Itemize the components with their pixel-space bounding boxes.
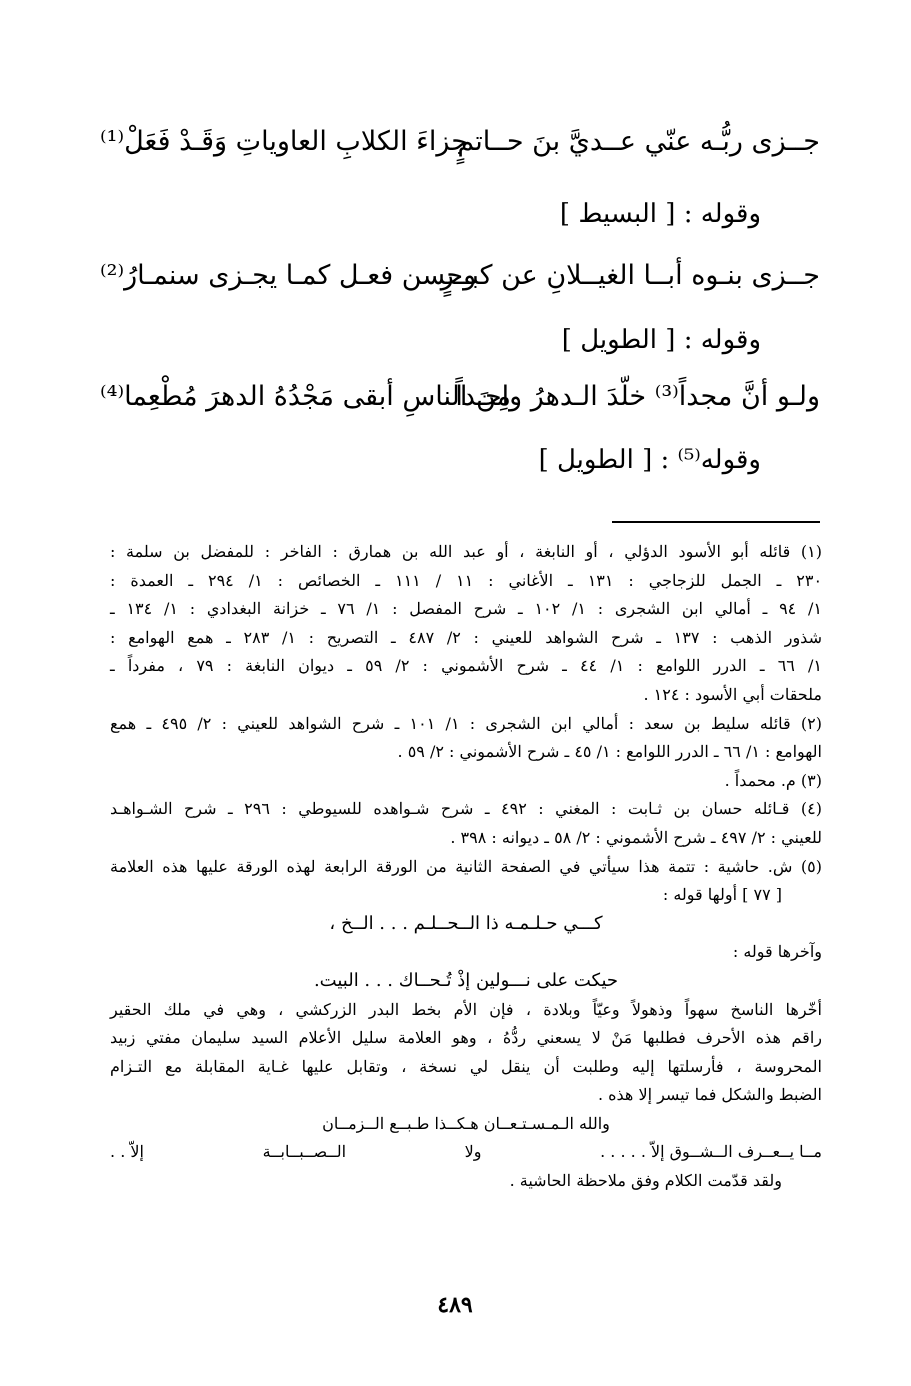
verse-2-first-hemistich: جــزى بنـوه أبــا الغيــلانِ عن كبــرٍ (440, 260, 820, 291)
page-number: ٤٨٩ (437, 1292, 473, 1318)
footnote-line: للعيني : ٢/ ٤٩٧ ـ شرح الأشموني : ٢/ ٥٨ ـ ديوانه : ٣٩٨ . (450, 827, 822, 847)
verse-2-second-hemistich: وحسن فعـل كمـا يجـزى سنمـارُ⁽²⁾ (100, 260, 477, 291)
closing-line: ولقد قدّمت الكلام وفق ملاحظة الحاشية . (509, 1171, 782, 1191)
verse-3-second-hemistich: مِنَ الناسِ أبقى مَجْدُهُ الدهرَ مُطْعِما⁽⁴⁾ (100, 381, 511, 412)
saying-line (110, 1138, 822, 1167)
colophon-line: أخّرها الناسخ سهواً وذهولاً وعيّاً وبلادة ، فإن الأم بخط البدر الزركشي ، وهي في ملك الحقير (110, 999, 822, 1019)
footnote-5 (110, 853, 822, 1196)
footnote-line: ملحقات أبي الأسود : ١٢٤ . (643, 684, 822, 704)
footnote-separator (612, 521, 820, 523)
footnote-4 (110, 795, 822, 852)
footnote-2 (110, 710, 822, 767)
footnote-line: [ ٧٧ ] أولها قوله : (662, 885, 782, 905)
meter-label-2: وقوله : [ الطويل ] (561, 325, 761, 355)
footnote-line: شذور الذهب : ١٣٧ ـ شرح الشواهد للعيني : ٢/ ٤٨٧ ـ التصريح : ١/ ٢٨٣ ـ همع الهوامع : (110, 627, 822, 647)
last-line-intro: وآخرها قوله : (732, 942, 822, 962)
saying-part: مــا يــعــرف الــشــوق إلاّ . . . . . (600, 1142, 822, 1162)
footnote-line: ١/ ٩٤ ـ أمالي ابن الشجرى : ١/ ١٠٢ ـ شرح المفصل : ١/ ٧٦ ـ خزانة البغدادي : ١/ ١٣٤ ـ (110, 599, 823, 619)
footnote-line: ١/ ٦٦ ـ الدرر اللوامع : ١/ ٤٤ ـ شرح الأشموني : ٢/ ٥٩ ـ ديوان النابغة : ٧٩ ، مفرداً ـ (110, 656, 822, 676)
footnotes (110, 538, 822, 1196)
verse-3 (100, 373, 820, 421)
colophon-line: المحروسة ، فأرسلتها إليه وطلبت أن ينقل لي نسخة ، وتقابل عليها غـاية المقابلة مع التـزام (110, 1056, 822, 1076)
footnote-line: (٣) م. محمداً . (724, 770, 822, 790)
poem-first-line: كـــي حـلـمـه ذا الــحــلـم . . . الــخ ، (329, 912, 603, 934)
poem-last-line: حيكت على نـــولين إذْ تُـحــاك . . . البيت. (313, 969, 619, 991)
footnote-3 (110, 767, 822, 796)
colophon-line: الضبط والشكل فما تيسر إلا هذه . (597, 1085, 822, 1105)
footnote-1 (110, 538, 822, 710)
verse-2 (100, 252, 820, 300)
verse-1 (100, 118, 820, 166)
motto-line: والله الـمـسـتـعــان هـكــذا طـبــع الــزمــان (322, 1113, 610, 1133)
colophon-line: راقم هذه الأحرف فطلبها مَنْ لا يسعني ردُّهُ ، وهو العلامة سليل الأعلام السيد سليمان مفتي زبيد (110, 1028, 822, 1048)
verse-3-first-hemistich: ولـو أنَّ مجداً⁽³⁾ خلّدَ الـدهرُ واحـداً (455, 381, 820, 412)
saying-part: إلاّ . . (110, 1142, 144, 1162)
footnote-line: (٤) قـائله حسان بن ثـابت : المغني : ٤٩٢ ـ شرح شـواهده للسيوطي : ٢٩٦ ـ شرح الشـواهـد (110, 799, 822, 819)
footnote-line: الهوامع : ١/ ٦٦ ـ الدرر اللوامع : ١/ ٤٥ ـ شرح الأشموني : ٢/ ٥٩ . (397, 742, 822, 762)
meter-label-3: وقوله⁽⁵⁾ : [ الطويل ] (538, 445, 761, 475)
footnote-line: (١) قائله أبو الأسود الدؤلي ، أو النابغة ، أو عبد الله بن همارق : الفاخر : للمفضل بن سلمة : (110, 542, 822, 561)
footnote-line: (٥) ش. حاشية : تتمة هذا سيأتي في الصفحة الثانية من الورقة الرابعة لهذه الورقة عليها هذه العلامة (110, 856, 822, 876)
verse-1-first-hemistich: جــزى ربُّـه عنّي عــديَّ بنَ حــاتمٍ (457, 126, 820, 157)
footnote-line: (٢) قائله سليط بن سعد : أمالي ابن الشجرى : ١/ ١٠١ ـ شرح الشواهد للعيني : ٢/ ٤٩٥ ـ همع (110, 713, 822, 733)
saying-part: ولا (464, 1142, 482, 1162)
saying-part: الــصــبــابــة (262, 1142, 347, 1162)
footnote-line: ٢٣٠ ـ الجمل للزجاجي : ١٣١ ـ الأغاني : ١١ / ١١١ ـ الخصائص : ١/ ٢٩٤ ـ العمدة : (110, 570, 823, 590)
verse-1-second-hemistich: جزاءَ الكلابِ العاوياتِ وَقَـدْ فَعَلْ⁽¹⁾ (100, 126, 468, 157)
meter-label-1: وقوله : [ البسيط ] (559, 199, 761, 229)
